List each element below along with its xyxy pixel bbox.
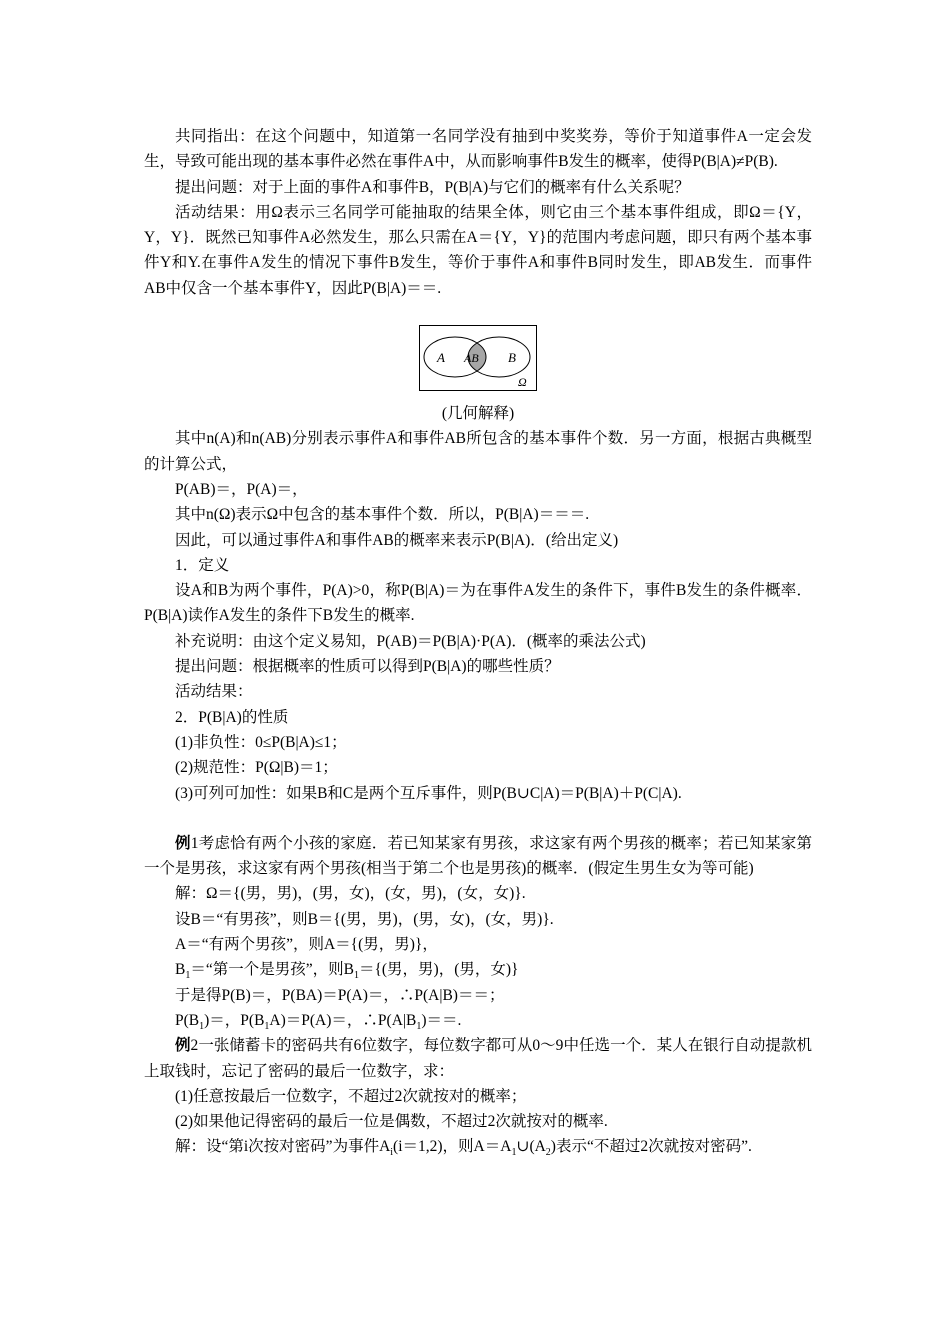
example-1-last-line (144, 1008, 812, 1033)
text-fragment: B (175, 961, 186, 979)
property-additivity: (3)可列可加性：如果B和C是两个互斥事件，则P(B∪C|A)＝P(B|A)＋P(C|A). (175, 784, 682, 802)
subscript: 1 (185, 970, 191, 982)
label-a: A (437, 350, 445, 366)
example-1-solution-line: A＝“有两个男孩”，则A＝{(男，男)}， (175, 936, 438, 954)
example-1-solution-line: 设B＝“有男孩”，则B＝{(男，男)，(男，女)，(女，男)}. (175, 910, 554, 928)
paragraph-definition: 设A和B为两个事件，P(A)>0，称P(B|A)＝为在事件A发生的条件下，事件B发生的条件概率．P(B|A)读作A发生的条件下B发生的概率. (144, 582, 812, 625)
subscript: 1 (199, 1021, 205, 1032)
subscript: 1 (264, 1021, 270, 1032)
example-2-text: 2一张储蓄卡的密码共有6位数字，每位数字都可从0～9中任选一个．某人在银行自动提款机上取钱时，忘记了密码的最后一位数字，求： (144, 1037, 812, 1080)
paragraph-activity-result: 活动结果：用Ω表示三名同学可能抽取的结果全体，则它由三个基本事件组成，即Ω＝{Y，Y，Y}．既然已知事件A必然发生，那么只需在A＝{Y，Y}的范围内考虑问题，即只有两个基本事件Y和Y.在事件A发生的情况下事件B发生，等价于事件A和事件B同时发生，即AB发生．而事件AB中仅含一个基本事件Y，因此P(B|A)＝＝. (144, 203, 812, 297)
text-fragment: )表示“不超过2次就按对密码”. (550, 1138, 752, 1156)
paragraph-common-point: 共同指出：在这个问题中，知道第一名同学没有抽到中奖奖券，等价于知道事件A一定会发生，导致可能出现的基本事件必然在事件A中，从而影响事件B发生的概率，使得P(B|A)≠P(B). (144, 128, 812, 171)
formula-p-ab: P(AB)＝，P(A)＝， (175, 480, 308, 498)
text-fragment: (i＝1,2)，则A＝A (393, 1138, 512, 1156)
example-2-label: 例 (175, 1037, 191, 1055)
label-b: B (508, 350, 516, 366)
text-fragment: ＝“第一个是男孩”，则B (190, 961, 354, 979)
example-1-label: 例 (175, 834, 191, 852)
paragraph-therefore: 因此，可以通过事件A和事件AB的概率来表示P(B|A)．(给出定义) (175, 531, 619, 549)
spacer (144, 806, 812, 831)
venn-figure (144, 325, 812, 426)
property-nonnegative: (1)非负性：0≤P(B|A)≤1； (175, 733, 347, 751)
text-fragment: )＝，P(B (204, 1011, 265, 1029)
text-fragment: ∪(A (516, 1138, 546, 1156)
heading-properties: 2．P(B|A)的性质 (175, 708, 289, 726)
example-2-statement (144, 1033, 812, 1084)
heading-definition: 1．定义 (175, 556, 230, 574)
example-2-item: (2)如果他记得密码的最后一位是偶数，不超过2次就按对的概率. (175, 1113, 608, 1131)
label-ab: AB (464, 351, 479, 366)
subscript: 1 (511, 1147, 517, 1159)
example-1-statement (144, 831, 812, 882)
figure-caption: (几何解释) (441, 405, 515, 423)
subscript: 1 (416, 1021, 422, 1032)
example-2-item: (1)任意按最后一位数字，不超过2次就按对的概率； (175, 1087, 527, 1105)
subscript: 1 (353, 970, 359, 982)
paragraph-question: 提出问题：对于上面的事件A和事件B，P(B|A)与它们的概率有什么关系呢？ (175, 178, 690, 196)
paragraph-supplement: 补充说明：由这个定义易知，P(AB)＝P(B|A)·P(A)．(概率的乘法公式) (175, 632, 646, 650)
example-2-solution (144, 1134, 812, 1159)
text-fragment: P(B (175, 1011, 200, 1029)
paragraph-n-explanation: 其中n(A)和n(AB)分别表示事件A和事件AB所包含的基本事件个数．另一方面，根据古典概型的计算公式， (144, 430, 812, 473)
example-1-solution-line: 解：Ω＝{(男，男)，(男，女)，(女，男)，(女，女)}. (175, 885, 526, 903)
subscript: 2 (545, 1147, 551, 1159)
text-fragment: )＝＝. (421, 1011, 462, 1029)
venn-diagram (419, 325, 537, 391)
document-page (144, 124, 812, 1160)
property-normalization: (2)规范性：P(Ω|B)＝1； (175, 759, 338, 777)
paragraph-n-omega: 其中n(Ω)表示Ω中包含的基本事件个数．所以，P(B|A)＝＝＝. (175, 506, 590, 524)
paragraph-activity-result-2: 活动结果： (175, 683, 253, 701)
text-fragment: ＝{(男，男)，(男，女)} (358, 961, 519, 979)
paragraph-question-properties: 提出问题：根据概率的性质可以得到P(B|A)的哪些性质？ (175, 658, 560, 676)
example-1-text: 1考虑恰有两个小孩的家庭．若已知某家有男孩，求这家有两个男孩的概率；若已知某家第一个是男孩，求这家有两个男孩(相当于第二个也是男孩)的概率．(假定生男生女为等可能) (144, 834, 812, 878)
subscript: i (390, 1147, 394, 1159)
label-omega: Ω (518, 375, 527, 390)
text-fragment: A)＝P(A)＝，∴P(A|B (269, 1011, 417, 1029)
example-1-b1-line (144, 957, 812, 982)
text-fragment: 解：设“第i次按对密码”为事件A (175, 1138, 391, 1156)
example-1-pb-line: 于是得P(B)＝，P(BA)＝P(A)＝，∴P(A|B)＝＝； (175, 986, 505, 1004)
